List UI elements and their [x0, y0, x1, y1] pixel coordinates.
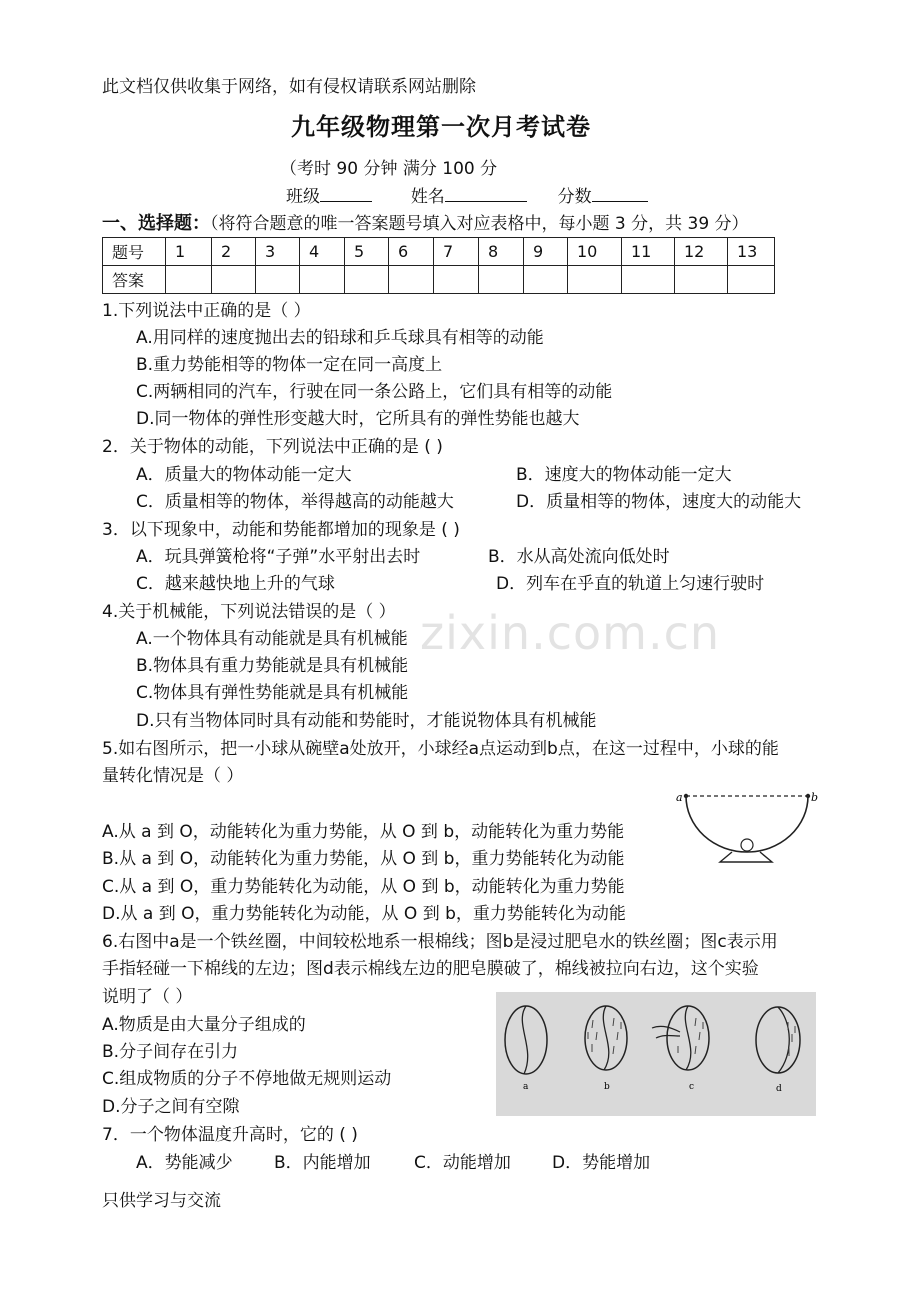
fig-label-a: a: [523, 1082, 529, 1092]
q1-option-c: C.两辆相同的汽车，行驶在同一条公路上，它们具有相等的动能: [136, 382, 613, 402]
point-b: [806, 794, 810, 798]
section1-heading: 一、选择题：: [102, 213, 210, 234]
answer-cell[interactable]: [675, 266, 728, 294]
answer-cell[interactable]: [568, 266, 622, 294]
q1-option-a: A.用同样的速度抛出去的铅球和乒乓球具有相等的动能: [136, 328, 544, 348]
name-blank[interactable]: [445, 185, 527, 202]
answer-cell[interactable]: [524, 266, 568, 294]
number-cell: 1: [166, 238, 212, 266]
q3-option-b: B．水从高处流向低处时: [488, 547, 670, 567]
answer-cell[interactable]: [728, 266, 775, 294]
number-cell: 2: [212, 238, 256, 266]
bowl-diagram: [672, 784, 824, 874]
section1-header: [102, 213, 749, 235]
q1-option-b: B.重力势能相等的物体一定在同一高度上: [136, 355, 443, 375]
q7-option-b: B．内能增加: [274, 1153, 371, 1173]
score-blank[interactable]: [592, 185, 648, 202]
number-cell: 13: [728, 238, 775, 266]
q4-option-c: C.物体具有弹性势能就是具有机械能: [136, 683, 409, 703]
number-cell: 4: [300, 238, 345, 266]
answer-cell[interactable]: [300, 266, 345, 294]
q2-option-a: A．质量大的物体动能一定大: [136, 465, 352, 485]
number-cell: 3: [256, 238, 300, 266]
class-blank[interactable]: [320, 185, 372, 202]
q2-option-b: B．速度大的物体动能一定大: [516, 465, 732, 485]
thread-a: [522, 1006, 527, 1074]
answer-table-answer-row: [103, 266, 775, 294]
section1-instruction: （将符合题意的唯一答案题号填入对应表格中，每小题 3 分，共 39 分）: [210, 214, 749, 234]
header-note: 此文档仅供收集于网络，如有侵权请联系网站删除: [102, 77, 476, 97]
fig-label-b: b: [604, 1082, 610, 1092]
q4-option-b: B.物体具有重力势能就是具有机械能: [136, 656, 409, 676]
label-b: b: [811, 791, 819, 804]
name-label: 姓名: [410, 187, 445, 207]
page-title: 九年级物理第一次月考试卷: [291, 113, 591, 141]
q6-option-d: D.分子之间有空隙: [102, 1097, 240, 1117]
q5-option-d: D.从 a 到 O，重力势能转化为动能，从 O 到 b，重力势能转化为动能: [102, 904, 626, 924]
q5-stem-line2: 量转化情况是（ ）: [102, 766, 244, 786]
number-cell: 6: [389, 238, 434, 266]
point-a: [684, 794, 688, 798]
film-hatching-b: [588, 1018, 621, 1054]
q4-stem: 4.关于机械能，下列说法错误的是（ ）: [102, 602, 396, 622]
ring-c: [667, 1006, 709, 1070]
q5-option-c: C.从 a 到 O，重力势能转化为动能，从 O 到 b，动能转化为重力势能: [102, 877, 625, 897]
finger-c: [652, 1026, 680, 1038]
ring-b: [585, 1006, 627, 1070]
q4-option-a: A.一个物体具有动能就是具有机械能: [136, 629, 408, 649]
q3-option-c: C．越来越快地上升的气球: [136, 574, 335, 594]
q4-option-d: D.只有当物体同时具有动能和势能时，才能说物体具有机械能: [136, 711, 597, 731]
fig-label-c: c: [689, 1082, 695, 1092]
soap-film-figure: [496, 992, 816, 1116]
ball: [741, 839, 753, 851]
q7-option-c: C．动能增加: [414, 1153, 511, 1173]
row-label-answer: 答案: [103, 266, 166, 294]
q6-option-a: A.物质是由大量分子组成的: [102, 1015, 306, 1035]
answer-cell[interactable]: [622, 266, 675, 294]
answer-cell[interactable]: [389, 266, 434, 294]
q7-option-a: A．势能减少: [136, 1153, 233, 1173]
q6-stem-line2: 手指轻碰一下棉线的左边；图d表示棉线左边的肥皂膜破了，棉线被拉向右边，这个实验: [102, 959, 759, 979]
footer-note: 只供学习与交流: [102, 1191, 221, 1211]
q2-stem: 2．关于物体的动能，下列说法中正确的是 ( ): [102, 437, 443, 457]
class-label: 班级: [286, 187, 320, 207]
number-cell: 8: [479, 238, 524, 266]
exam-info: （考时 90 分钟 满分 100 分: [280, 159, 498, 179]
answer-cell[interactable]: [166, 266, 212, 294]
number-cell: 12: [675, 238, 728, 266]
answer-table-number-row: [103, 238, 775, 266]
student-fields: [286, 185, 648, 208]
thread-d: [778, 1007, 789, 1073]
number-cell: 10: [568, 238, 622, 266]
q7-option-d: D．势能增加: [552, 1153, 651, 1173]
q1-stem: 1.下列说法中正确的是（ ）: [102, 301, 311, 321]
answer-table: [102, 237, 775, 294]
q1-option-d: D.同一物体的弹性形变越大时，它所具有的弹性势能也越大: [136, 409, 580, 429]
number-cell: 9: [524, 238, 568, 266]
q5-option-b: B.从 a 到 O，动能转化为重力势能，从 O 到 b，重力势能转化为动能: [102, 849, 625, 869]
answer-cell[interactable]: [434, 266, 479, 294]
watermark: zixin.com.cn: [420, 606, 721, 660]
ring-d: [756, 1007, 800, 1073]
answer-cell[interactable]: [256, 266, 300, 294]
q2-option-c: C．质量相等的物体，举得越高的动能越大: [136, 492, 454, 512]
thread-b: [603, 1006, 609, 1070]
q6-option-b: B.分子间存在引力: [102, 1042, 239, 1062]
q6-stem-line1: 6.右图中a是一个铁丝圈，中间较松地系一根棉线；图b是浸过肥皂水的铁丝圈；图c表示用: [102, 932, 778, 952]
soap-film-diagram: [496, 992, 816, 1116]
q5-option-a: A.从 a 到 O，动能转化为重力势能，从 O 到 b，动能转化为重力势能: [102, 822, 625, 842]
q3-option-a: A．玩具弹簧枪将“子弹”水平射出去时: [136, 547, 421, 567]
q3-stem: 3．以下现象中，动能和势能都增加的现象是 ( ): [102, 520, 460, 540]
number-cell: 11: [622, 238, 675, 266]
q2-option-d: D．质量相等的物体，速度大的动能大: [516, 492, 802, 512]
q7-stem: 7．一个物体温度升高时，它的 ( ): [102, 1125, 358, 1145]
number-cell: 7: [434, 238, 479, 266]
q3-option-d: D．列车在乎直的轨道上匀速行驶时: [496, 574, 765, 594]
q6-stem-line3: 说明了（ ）: [102, 987, 193, 1007]
answer-cell[interactable]: [345, 266, 389, 294]
score-label: 分数: [557, 187, 592, 207]
bowl-stand: [720, 852, 772, 862]
q5-stem-line1: 5.如右图所示，把一小球从碗壁a处放开，小球经a点运动到b点，在这一过程中，小球的能: [102, 739, 779, 759]
answer-cell[interactable]: [479, 266, 524, 294]
row-label-number: 题号: [103, 238, 166, 266]
fig-label-d: d: [776, 1084, 782, 1094]
q6-option-c: C.组成物质的分子不停地做无规则运动: [102, 1069, 392, 1089]
thread-c: [685, 1006, 691, 1070]
answer-cell[interactable]: [212, 266, 256, 294]
label-a: a: [676, 791, 683, 804]
number-cell: 5: [345, 238, 389, 266]
